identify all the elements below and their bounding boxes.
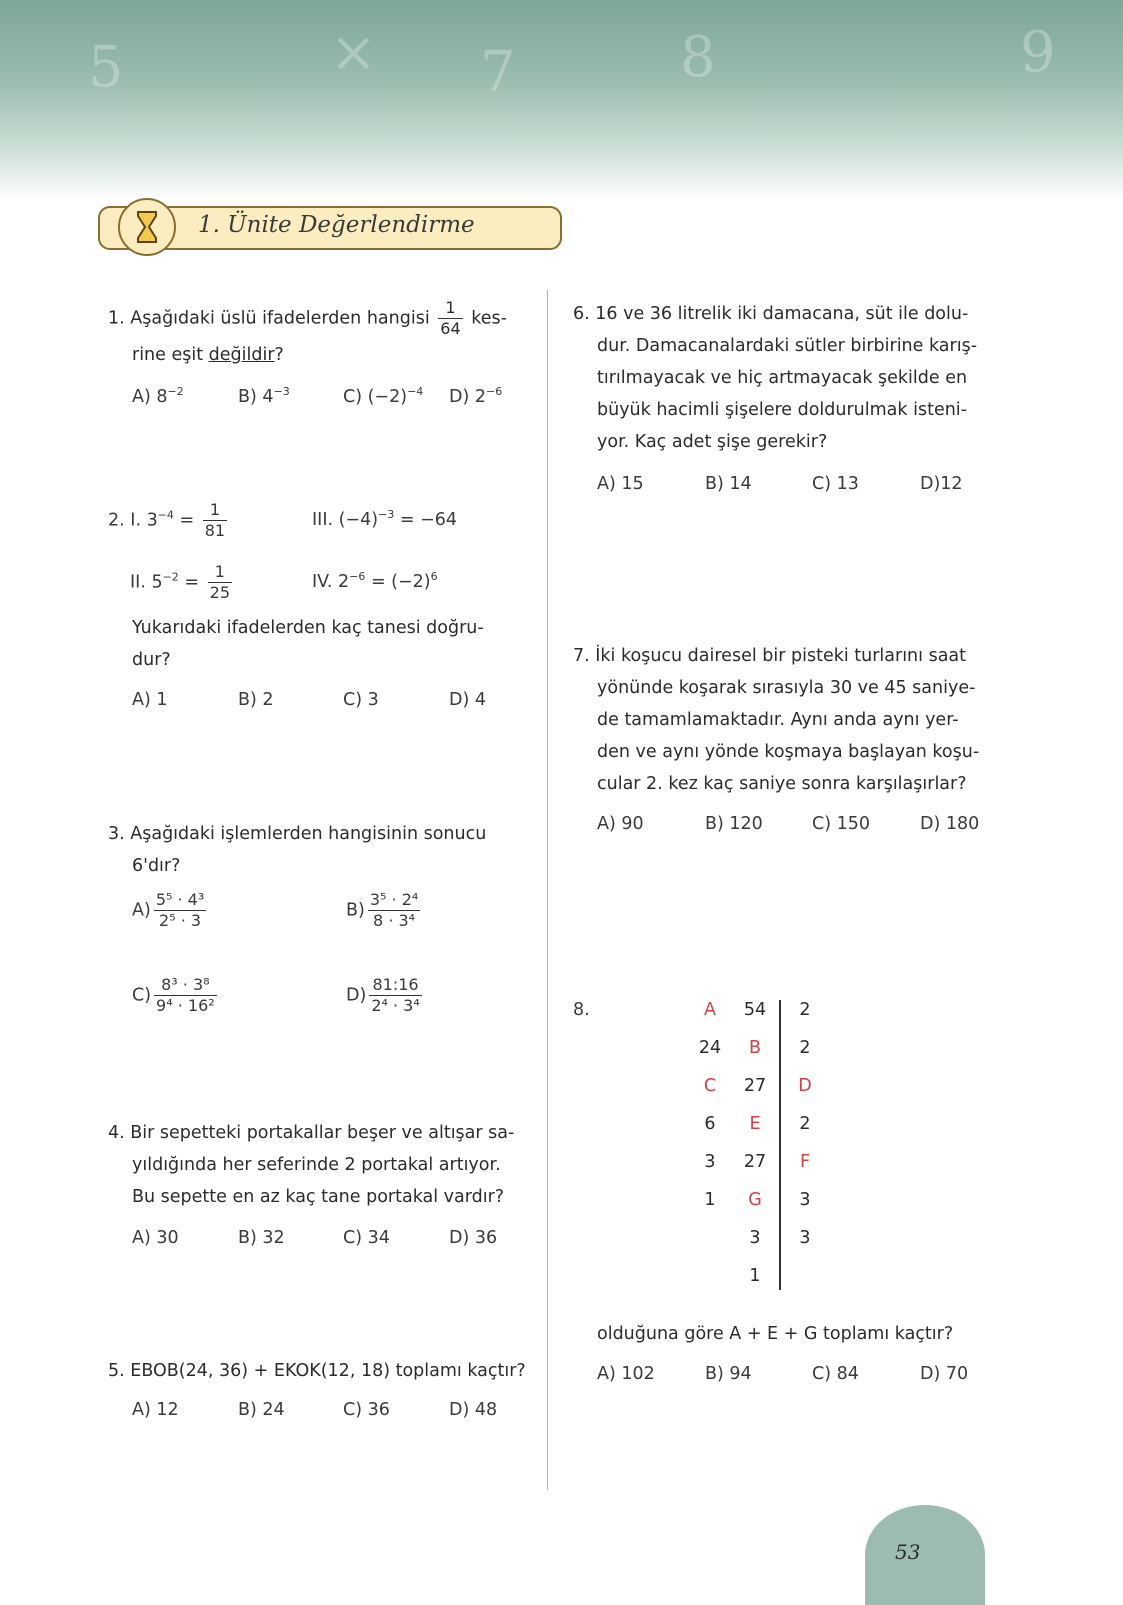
option-b[interactable]: B) 24 (238, 1400, 285, 1420)
question-3: 3. Aşağıdaki işlemlerden hangisinin sonucu 6'dır? (108, 824, 487, 876)
option-a[interactable]: A) 102 (597, 1364, 655, 1384)
question-8-text: olduğuna göre A + E + G toplamı kaçtır? (597, 1324, 954, 1344)
option-b[interactable]: B) 94 (705, 1364, 752, 1384)
ladder-cell: 3 (749, 1228, 761, 1248)
header-digit: 7 (480, 40, 516, 105)
header-digit: 9 (1020, 20, 1056, 85)
option-a[interactable]: A) $\frac{\text{5⁵ · 4³}}{\text{2⁵ · 3}}$ (132, 890, 205, 930)
ladder-cell: 3 (799, 1228, 811, 1248)
question-8-number: 8. (573, 1000, 590, 1020)
question-7: 7. İki koşucu dairesel bir pisteki turlarını saat yönünde koşarak sırasıyla 30 ve 45 saniye- de tamamlamaktadır. Aynı anda aynı yer- den ve aynı yönde koşmaya başlayan koşu- cular 2. kez kaç saniye sonra karşılaşırlar? (573, 646, 980, 794)
ladder-cell: A (704, 1000, 716, 1020)
fraction: $\frac{1}{64}$ (440, 298, 461, 338)
option-b[interactable]: B) $\frac{\text{3⁵ · 2⁴}}{\text{8 · 3⁴}}$ (346, 890, 419, 930)
statement-i: 2. I. $3^{-4}$ = $\frac{1}{81}$ (108, 500, 226, 540)
option-d[interactable]: D) 36 (449, 1228, 498, 1248)
ladder-cell: 2 (799, 1000, 811, 1020)
page-number: 53 (895, 1540, 921, 1564)
ladder-cell: 6 (704, 1114, 716, 1134)
question-1: 1. Aşağıdaki üslü ifadelerden hangisi $\frac{1}{64}$ kes- rine eşit değildir? (108, 298, 507, 365)
option-b[interactable]: B) 120 (705, 814, 763, 834)
header-digit: 8 (680, 25, 716, 90)
option-a[interactable]: A) 90 (597, 814, 644, 834)
option-d[interactable]: D) 70 (920, 1364, 969, 1384)
option-c[interactable]: C) $(-2)^{-4}$ (343, 385, 424, 407)
question-6: 6. 16 ve 36 litrelik iki damacana, süt ile dolu- dur. Damacanalardaki sütler birbirine karış- tırılmayacak ve hiç artmayacak şekilde en büyük hacimli şişelere doldurulmak isteni- yor. Kaç adet şişe gerekir? (573, 304, 978, 452)
ladder-cell: 24 (698, 1038, 722, 1058)
column-divider (547, 290, 548, 1490)
ladder-cell: 1 (749, 1266, 761, 1286)
underlined-word: değildir (208, 345, 275, 365)
option-b[interactable]: B) 14 (705, 474, 752, 494)
statement-ii: II. $5^{-2}$ = $\frac{1}{25}$ (130, 562, 230, 602)
option-a[interactable]: A) 30 (132, 1228, 179, 1248)
option-b[interactable]: B) 2 (238, 690, 274, 710)
option-a[interactable]: A) 15 (597, 474, 644, 494)
division-ladder-line (779, 1000, 781, 1290)
ladder-cell: 1 (704, 1190, 716, 1210)
option-b[interactable]: B) 32 (238, 1228, 285, 1248)
header-band (0, 0, 1123, 200)
option-d[interactable]: D) 180 (920, 814, 980, 834)
ladder-cell: 27 (743, 1076, 767, 1096)
option-c[interactable]: C) 13 (812, 474, 859, 494)
ladder-cell: 3 (799, 1190, 811, 1210)
ladder-cell: B (748, 1038, 761, 1058)
option-c[interactable]: C) $\frac{\text{8³ · 3⁸}}{\text{9⁴ · 16²}}$ (132, 975, 215, 1015)
question-2-text: Yukarıdaki ifadelerden kaç tanesi doğru- dur? (132, 618, 484, 670)
statement-iii: III. $(-4)^{-3} = -64$ (312, 508, 458, 530)
question-5: 5. EBOB(24, 36) + EKOK(12, 18) toplamı kaçtır? (108, 1361, 526, 1381)
page-number-badge (865, 1505, 985, 1605)
ladder-cell: 2 (799, 1114, 811, 1134)
option-c[interactable]: C) 84 (812, 1364, 859, 1384)
option-a[interactable]: A) $8^{-2}$ (132, 385, 184, 407)
ladder-cell: D (798, 1076, 812, 1096)
option-c[interactable]: C) 36 (343, 1400, 390, 1420)
ladder-cell: 2 (799, 1038, 811, 1058)
option-d[interactable]: D) 4 (449, 690, 486, 710)
option-d[interactable]: D) 48 (449, 1400, 498, 1420)
unit-title: 1. Ünite Değerlendirme (198, 212, 475, 238)
ladder-cell: E (749, 1114, 761, 1134)
option-b[interactable]: B) $4^{-3}$ (238, 385, 290, 407)
hourglass-icon (118, 198, 176, 256)
header-digit: × (330, 20, 377, 85)
ladder-cell: 27 (743, 1152, 767, 1172)
option-c[interactable]: C) 150 (812, 814, 871, 834)
option-a[interactable]: A) 1 (132, 690, 168, 710)
option-c[interactable]: C) 3 (343, 690, 379, 710)
option-d[interactable]: D) $2^{-6}$ (449, 385, 503, 407)
option-d[interactable]: D) $\frac{81:16}{\text{2⁴ · 3⁴}}$ (346, 975, 420, 1015)
ladder-cell: F (799, 1152, 811, 1172)
ladder-cell: C (703, 1076, 717, 1096)
option-d[interactable]: D)12 (920, 474, 963, 494)
statement-iv: IV. $2^{-6} = (-2)^6$ (312, 570, 438, 592)
question-4: 4. Bir sepetteki portakallar beşer ve altışar sa- yıldığında her seferinde 2 portakal artıyor. Bu sepette en az kaç tane portakal vardır? (108, 1123, 515, 1207)
ladder-cell: G (748, 1190, 762, 1210)
ladder-cell: 54 (743, 1000, 767, 1020)
header-digit: 5 (88, 35, 124, 100)
option-a[interactable]: A) 12 (132, 1400, 179, 1420)
ladder-cell: 3 (704, 1152, 716, 1172)
option-c[interactable]: C) 34 (343, 1228, 390, 1248)
